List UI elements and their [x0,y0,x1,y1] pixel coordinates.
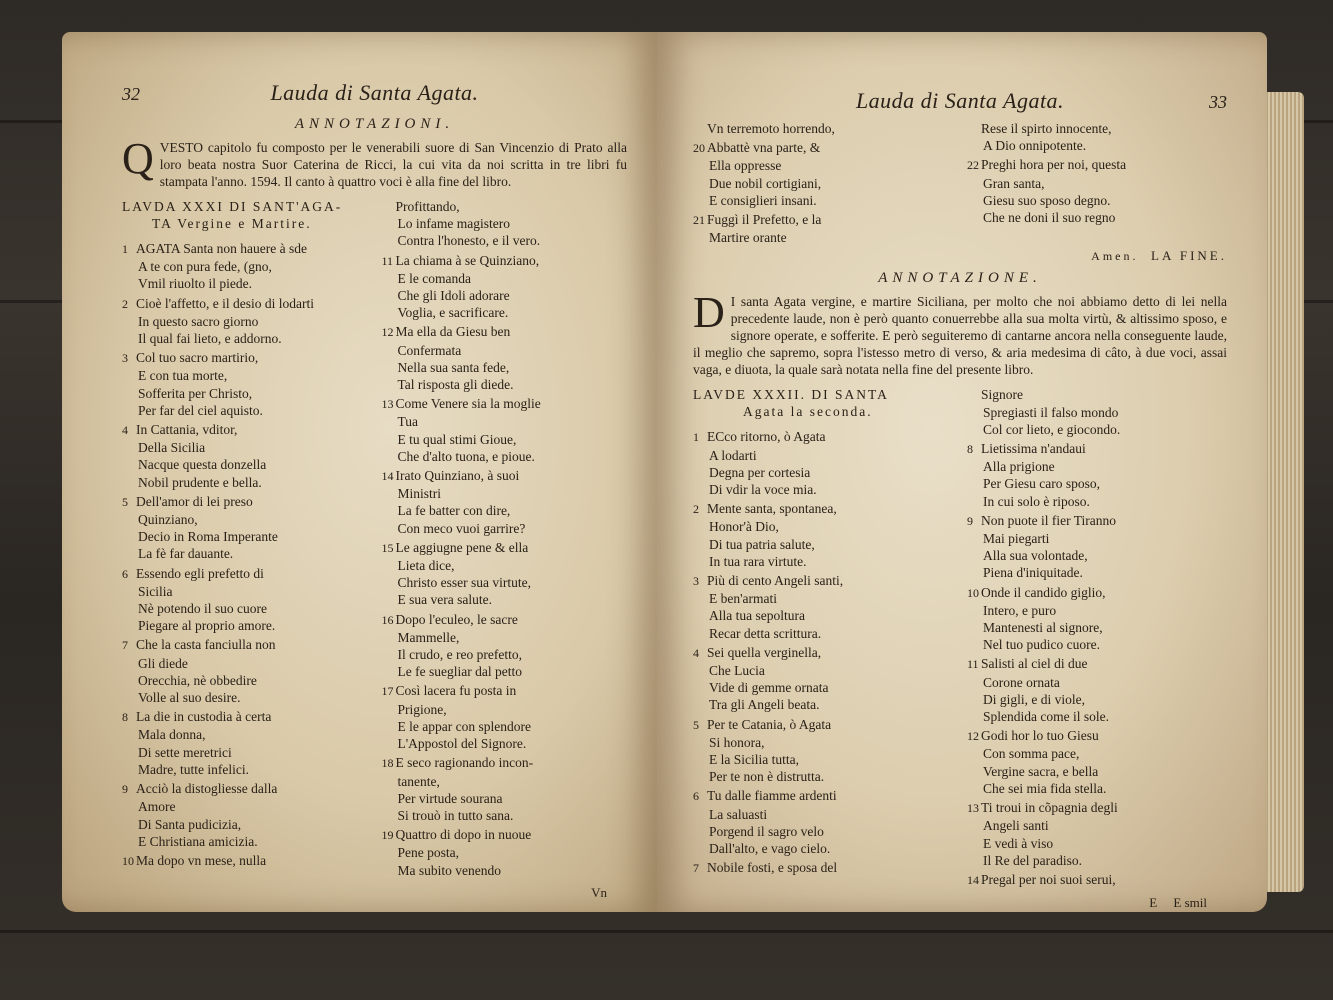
verse-stanza [967,440,1227,510]
verse-line: E consiglieri insani. [709,192,817,208]
verse-line: Cioè l'affetto, e il desio di lodarti [136,295,315,311]
verse-line: Tu dalle fiamme ardenti [707,788,837,804]
verse-stanza [382,198,628,250]
verse-line: E vedi à viso [983,835,1054,851]
verse-line: Mala donna, [138,727,206,743]
left-page [62,32,657,912]
verse-stanza [382,323,628,393]
stanza-number: 13 [967,801,979,816]
verse-line: Gran santa, [983,175,1045,191]
verse-line: Lietissima n'andaui [981,441,1086,457]
open-book [62,32,1302,917]
stanza-number: 9 [967,513,973,528]
end-mark [693,248,1227,264]
annotation-paragraph [122,134,627,190]
running-title: Lauda di Santa Agata. [270,80,479,105]
verse-stanza [967,584,1227,654]
verse-line: Nacque questa donzella [138,457,267,473]
stanza-number: 15 [381,540,394,555]
verse-line: Intero, e puro [983,602,1057,618]
verse-line: Nobile fosti, e sposa del [707,860,838,876]
verse-line: Alla sua volontade, [983,548,1088,564]
stanza-number: 4 [122,423,128,438]
verse-line: Che gli Idoli adorare [397,288,510,304]
verse-line: Degna per cortesia [709,464,811,480]
verse-column-1 [693,386,953,891]
verse-stanza [967,512,1227,582]
verse-line: Mai piegarti [983,531,1050,547]
verse-stanza [967,799,1227,869]
stanza-number: 1 [693,430,699,445]
stanza-number: 7 [122,638,128,653]
verse-line: Godi hor lo tuo Giesu [981,728,1099,744]
verse-line: Col cor lieto, e giocondo. [983,421,1121,437]
verse-line: E la Sicilia tutta, [709,752,799,768]
verse-stanza [122,780,368,850]
verse-line: In cui solo è riposo. [983,493,1090,509]
verse-line: Per te Catania, ò Agata [707,716,832,732]
verse-stanza [382,252,628,322]
verse-line: E con tua morte, [138,368,228,384]
verse-stanza [693,716,953,786]
verse-stanza [693,500,953,570]
stanza-number: 3 [693,574,699,589]
verse-columns [122,198,627,881]
verse-line: Piena d'iniquitade. [983,565,1083,581]
verse-line: Quinziano, [138,512,198,528]
page-edges [1262,92,1304,892]
verse-line: Di vdir la voce mia. [709,482,817,498]
verse-stanza [967,156,1227,226]
verse-line: Volle al suo desire. [138,690,241,706]
section-heading: ANNOTAZIONE. [878,270,1042,287]
running-header [122,80,627,110]
verse-line: Dell'amor di lei preso [136,493,253,509]
verse-line: Alla tua sepoltura [709,608,805,624]
closing-column-2 [967,120,1227,248]
verse-line: Contra l'honesto, e il vero. [397,233,541,249]
verse-line: La fe batter con dire, [397,503,511,519]
verse-line: In Cattania, vditor, [136,422,238,438]
verse-line: Tua [397,414,419,430]
verse-line: Honor'à Dio, [709,519,779,535]
verse-line: Le fe suegliar dal petto [397,664,522,680]
stanza-number: 10 [967,585,979,600]
stanza-number: 4 [693,645,699,660]
verse-column-2 [967,386,1227,891]
verse-line: Mammelle, [397,629,460,645]
verse-line: A Dio onnipotente. [983,138,1087,154]
section-heading: ANNOTAZIONI. [294,116,455,132]
verse-line: Della Sicilia [138,440,206,456]
verse-line: Il crudo, e reo prefetto, [397,647,522,663]
verse-line: Christo esser sua virtute, [397,575,531,591]
verse-stanza [382,467,628,537]
verse-line: Si honora, [709,734,765,750]
verse-line: Gli diede [138,655,188,671]
stanza-number: 6 [122,566,128,581]
verse-line: Signore [981,387,1023,403]
verse-line: Mantenesti al signore, [983,620,1103,636]
stanza-number: 10 [122,853,134,868]
verse-line: Non puote il fier Tiranno [981,512,1116,528]
stanza-number: 19 [381,828,394,843]
verse-stanza [693,859,953,877]
verse-line: Come Venere sia la moglie [395,396,541,412]
stanza-number: 8 [967,442,973,457]
verse-stanza [967,871,1227,889]
verse-line: A te con pura fede, (gno, [138,259,272,275]
verse-stanza [382,395,628,465]
stanza-number: 2 [693,502,699,517]
stanza-number: 9 [122,782,128,797]
verse-line: E ben'armati [709,591,778,607]
verse-line: Per far del ciel aquisto. [138,402,263,418]
verse-stanza [693,644,953,714]
verse-line: Rese il spirto innocente, [981,121,1112,136]
verse-line: Ti troui in cõpagnia degli [981,800,1118,816]
verse-line: La die in custodia à certa [136,709,272,725]
verse-line: Nella sua santa fede, [397,359,510,375]
verse-line: Per Giesu caro sposo, [983,476,1100,492]
verse-stanza [122,852,368,870]
verse-line: Decio in Roma Imperante [138,529,278,545]
page-number: 32 [122,84,140,104]
verse-line: Irato Quinziano, à suoi [395,468,520,484]
stanza-number: 21 [693,213,705,228]
lauda-title: LAVDE XXXII. DI SANTA [693,387,889,403]
verse-line: Preghi hora per noi, questa [981,157,1127,173]
verse-line: tanente, [397,773,440,789]
verse-line: Orecchia, nè obbedire [138,672,257,688]
verse-line: Giesu suo sposo degno. [983,192,1111,208]
stanza-number: 11 [381,253,394,268]
annotation-paragraph [693,288,1227,378]
verse-stanza [122,349,368,419]
verse-line: In tua rara virtute. [709,553,807,569]
verse-line: Vn terremoto horrendo, [707,121,835,136]
verse-stanza [122,493,368,563]
verse-stanza [693,139,953,209]
stanza-number: 14 [967,872,979,887]
closing-column-1 [693,120,953,248]
verse-line: Ma subito venendo [397,862,501,878]
lauda-title: LAVDA XXXI DI SANT'AGA- [122,199,343,214]
annotation-text: VESTO capitolo fu composto per le venerabili suore di San Vincenzio di Prato alla loro beata nostra Suor Caterina de Ricci, la cui vita da noi scritta in tre libri fu stampata l'anno. 1594. Il canto à quattro voci è alla fine del libro. [159,140,627,189]
stanza-number: 11 [967,657,979,672]
verse-line: Acciò la distogliesse dalla [136,781,278,797]
verse-stanza [122,240,368,293]
verse-line: Il qual fai lieto, e addorno. [138,331,282,347]
right-page [657,32,1267,912]
verse-line: Fuggì il Prefetto, e la [707,212,822,228]
verse-line: Per virtude sourana [397,790,503,806]
verse-line: Recar detta scrittura. [709,625,822,641]
page-number: 33 [1209,92,1227,112]
verse-line: La saluasti [709,806,768,822]
verse-line: E le comanda [397,270,471,286]
drop-cap: Q [122,134,154,183]
verse-line: A lodarti [709,447,757,463]
verse-stanza [122,565,368,635]
verse-stanza [693,120,953,137]
verse-line: Voglia, e sacrificare. [397,305,509,321]
stanza-number: 7 [693,861,699,876]
verse-column-2 [382,198,628,881]
verse-line: Con meco vuoi garrire? [397,520,526,536]
verse-line: Che d'alto tuona, e pioue. [397,448,535,464]
catchword-signature: E [1149,895,1158,911]
verse-line: Abbattè vna parte, & [707,140,821,156]
catchword: Vn [591,884,607,900]
lauda-subtitle: TA Vergine e Martire. [152,216,312,231]
stanza-number: 16 [381,612,394,627]
stanza-number: 3 [122,351,128,366]
catchword-text: E smil [1173,895,1207,911]
verse-line: Più di cento Angeli santi, [707,573,844,589]
lauda-subtitle: Agata la seconda. [743,404,873,420]
verse-line: Tra gli Angeli beata. [709,697,820,713]
verse-line: L'Appostol del Signore. [397,736,527,752]
verse-stanza [967,727,1227,797]
stanza-number: 5 [693,717,699,732]
verse-line: Nè potendo il suo cuore [138,601,267,617]
stanza-number: 8 [122,710,128,725]
stanza-number: 6 [693,789,699,804]
verse-line: Le aggiugne pene & ella [395,539,529,555]
verse-line: Ma dopo vn mese, nulla [136,852,267,868]
stanza-number: 20 [693,141,705,156]
verse-line: Per te non è distrutta. [709,769,825,785]
verse-line: E sua vera salute. [397,592,492,608]
verse-line: Alla prigione [983,459,1055,475]
catchword [693,895,1227,911]
verse-stanza [382,682,628,752]
verse-line: Confermata [397,342,462,358]
verse-line: Pregal per noi suoi serui, [981,871,1116,887]
verse-line: Angeli santi [983,818,1049,834]
verse-line: La chiama à se Quinziano, [395,252,540,268]
verse-column-1 [122,198,368,881]
stanza-number: 14 [381,469,394,484]
verse-line: E le appar con splendore [397,718,531,734]
verse-line: Di tua patria salute, [709,536,815,552]
verse-line: Quattro di dopo in nuoue [395,827,532,843]
stanza-number: 22 [967,158,979,173]
stanza-number: 12 [381,325,394,340]
stanza-number: 2 [122,296,128,311]
verse-line: Dall'alto, e vago cielo. [709,841,831,857]
closing-verse-columns [693,120,1227,248]
verse-line: Di gigli, e di viole, [983,691,1085,707]
verse-line: Lieta dice, [397,558,455,574]
verse-line: La fè far dauante. [138,546,234,562]
verse-line: Sicilia [138,583,173,599]
verse-stanza [967,120,1227,154]
verse-stanza [382,611,628,681]
verse-line: E tu qual stimi Gioue, [397,431,517,447]
verse-stanza [122,636,368,706]
verse-line: Col tuo sacro martirio, [136,350,259,366]
verse-line: Vmil riuolto il piede. [138,276,252,292]
verse-line: In questo sacro giorno [138,313,259,329]
verse-line: Mente santa, spontanea, [707,501,837,517]
verse-line: AGATA Santa non hauere à sde [136,241,307,256]
amen-text: Amen. [1091,249,1139,264]
verse-line: Con somma pace, [983,746,1080,762]
verse-line: Si trouò in tutto sana. [397,807,514,823]
verse-line: ECco ritorno, ò Agata [707,429,826,445]
verse-stanza [693,428,953,498]
verse-line: Vide di gemme ornata [709,680,829,696]
drop-cap: D [693,288,725,338]
verse-line: Che sei mia fida stella. [983,780,1107,796]
verse-line: E Christiana amicizia. [138,833,258,849]
verse-line: Porgend il sagro velo [709,823,824,839]
verse-line: Profittando, [395,199,460,214]
verse-line: Ella oppresse [709,158,782,174]
verse-stanza [382,754,628,824]
verse-line: Splendida come il sole. [983,709,1109,725]
verse-line: Sofferita per Christo, [138,385,253,401]
verse-line: Essendo egli prefetto di [136,565,264,581]
verse-stanza [122,421,368,491]
verse-line: Vergine sacra, e bella [983,763,1099,779]
verse-line: Di sette meretrici [138,744,232,760]
verse-line: Piegare al proprio amore. [138,618,276,634]
verse-line: Il Re del paradiso. [983,852,1082,868]
verse-line: Nobil prudente e bella. [138,474,262,490]
verse-line: Tal risposta gli diede. [397,377,514,393]
verse-line: Lo infame magistero [397,216,510,232]
verse-line: Ministri [397,486,442,502]
verse-line: Due nobil cortigiani, [709,175,822,191]
verse-line: E seco ragionando incon- [395,755,534,771]
verse-line: Di Santa pudicizia, [138,816,242,832]
annotation-text: I santa Agata vergine, e martire Siciliana, per molto che noi abbiamo detto di lei nella precedente laude, non è però quanto conuerrebbe alla sua molta virtù, & altissimo sposo, e signore operate, e sofferite. E però seguiteremo di cantarne ancora nella conseguente laude, il meglio che sapremo, sopra l'istesso metro di verso, & aria medesima di câto, à due voci, assai vaga, e diuota, la quale sarà notata nella fine del presente libro. [693,294,1227,378]
verse-stanza [122,708,368,778]
la-fine: LA FINE. [1151,248,1227,264]
verse-line: Prigione, [397,701,447,717]
stanza-number: 12 [967,729,979,744]
stanza-number: 17 [381,684,394,699]
verse-line: Ma ella da Giesu ben [395,324,511,340]
verse-line: Salisti al ciel di due [981,656,1088,672]
verse-stanza [382,826,628,879]
verse-line: Madre, tutte infelici. [138,761,249,777]
stanza-number: 13 [381,397,394,412]
verse-stanza [693,787,953,857]
verse-line: Nel tuo pudico cuore. [983,637,1100,653]
verse-line: Spregiasti il falso mondo [983,404,1119,420]
verse-stanza [693,572,953,642]
verse-line: Pene posta, [397,845,459,861]
verse-line: Martire orante [709,230,787,246]
running-header [693,88,1227,118]
stanza-number: 1 [122,242,128,256]
running-title: Lauda di Santa Agata. [855,88,1065,113]
verse-stanza [967,655,1227,725]
verse-line: Che la casta fanciulla non [136,637,276,653]
verse-stanza [967,386,1227,438]
stanza-number: 18 [381,756,394,771]
verse-stanza [122,295,368,348]
verse-line: Così lacera fu posta in [395,683,517,699]
verse-line: Amore [138,799,176,815]
verse-stanza [382,539,628,609]
stanza-number: 5 [122,494,128,509]
verse-line: Sei quella verginella, [707,644,822,660]
verse-line: Che Lucia [709,663,765,679]
verse-stanza [693,211,953,246]
verse-line: Dopo l'eculeo, le sacre [395,611,518,627]
verse-line: Corone ornata [983,674,1060,690]
verse-line: Onde il candido giglio, [981,584,1106,600]
verse-columns [693,386,1227,891]
verse-line: Che ne doni il suo regno [983,210,1116,226]
